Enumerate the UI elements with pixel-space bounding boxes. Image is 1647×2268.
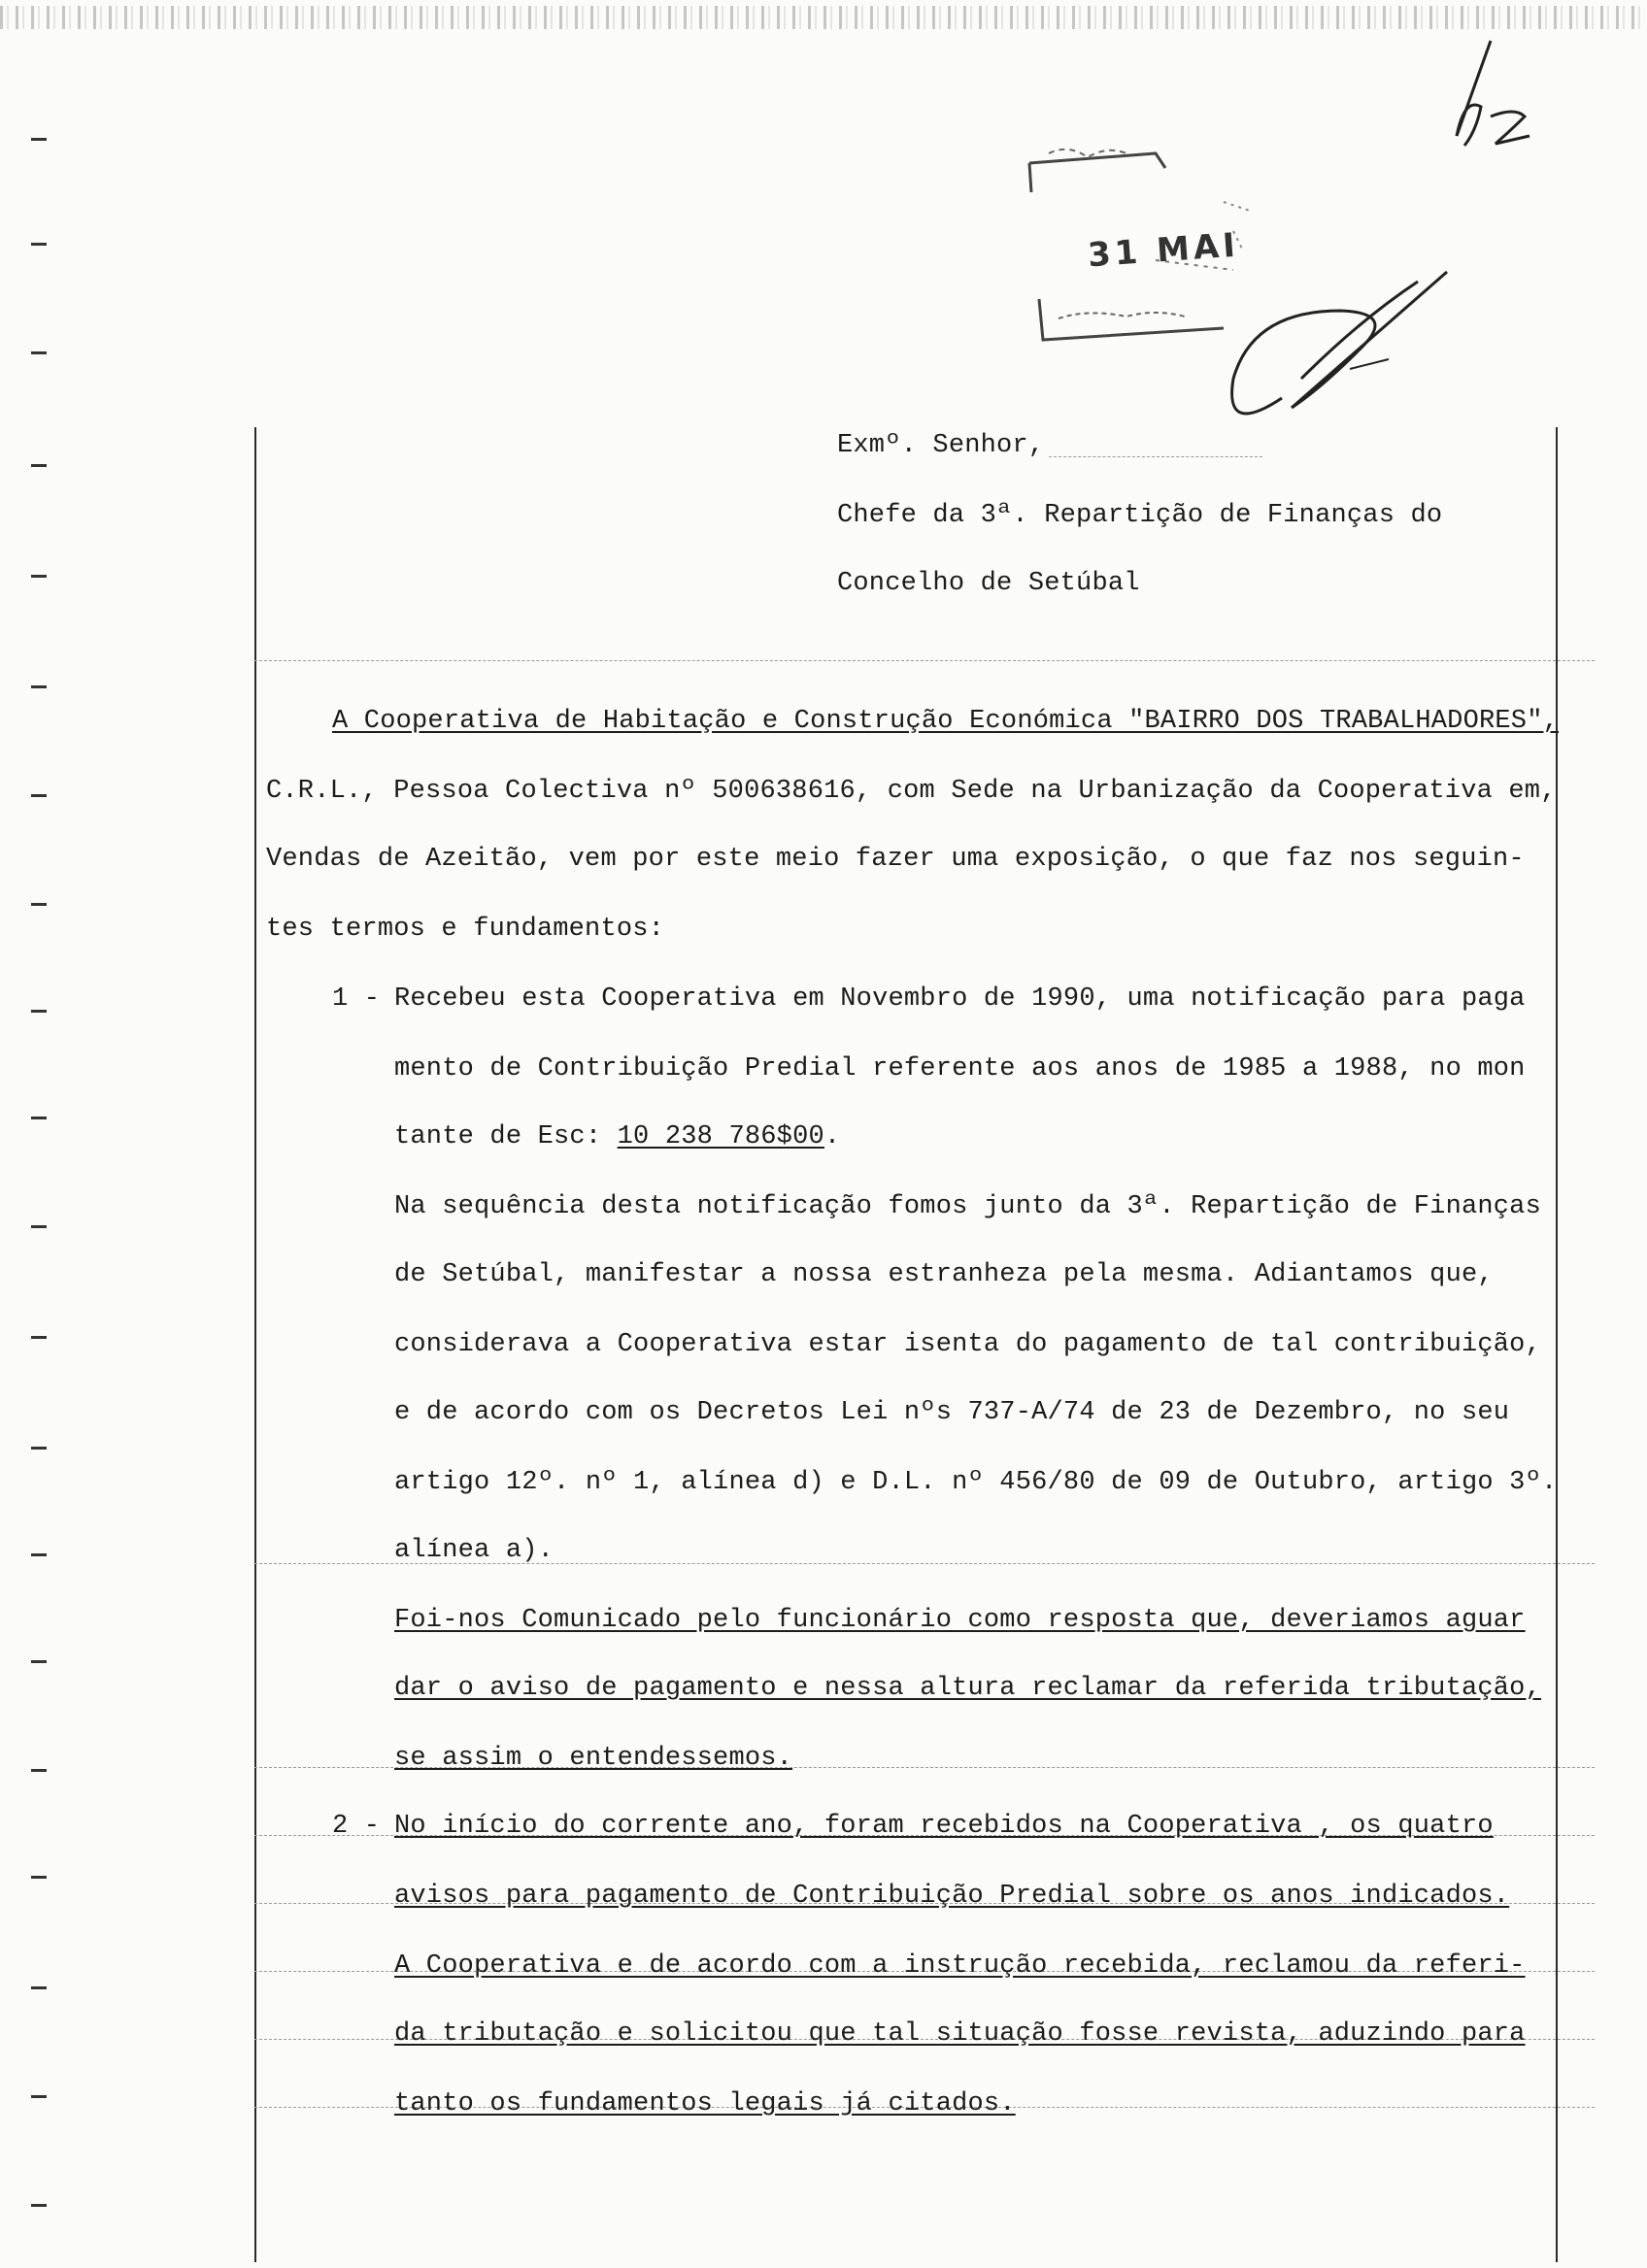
item-1-p3-line-2: dar o aviso de pagamento e nessa altura reclamar da referida tributação, bbox=[394, 1674, 1541, 1703]
item-1-p2-line-4: e de acordo com os Decretos Lei nºs 737-A/74 de 23 de Dezembro, no seu bbox=[394, 1398, 1510, 1427]
margin-mark bbox=[31, 1010, 47, 1013]
margin-mark bbox=[31, 351, 47, 354]
amount-value: 10 238 786$00 bbox=[617, 1122, 824, 1151]
item-1-line-2: mento de Contribuição Predial referente aos anos de 1985 a 1988, no mon bbox=[394, 1054, 1526, 1084]
signature-icon bbox=[1194, 252, 1457, 447]
margin-mark bbox=[31, 2095, 47, 2098]
margin-mark bbox=[31, 794, 47, 797]
margin-mark bbox=[31, 464, 47, 467]
item-1-p2-line-5: artigo 12º. nº 1, alínea d) e D.L. nº 456/80 de 09 de Outubro, artigo 3º. bbox=[394, 1468, 1558, 1497]
margin-mark bbox=[31, 1876, 47, 1879]
item-2-line-2: avisos para pagamento de Contribuição Predial sobre os anos indicados. bbox=[394, 1882, 1510, 1911]
item-2-p2-line-3: tanto os fundamentos legais já citados. bbox=[394, 2089, 1016, 2118]
margin-mark bbox=[31, 1336, 47, 1339]
margin-mark bbox=[31, 1660, 47, 1663]
item-1-number: 1 - bbox=[332, 984, 381, 1014]
left-margin-marks bbox=[31, 0, 50, 2268]
item-2-p2-line-1: A Cooperativa e de acordo com a instrução recebida, reclamou da referi- bbox=[394, 1951, 1526, 1981]
intro-line-2: C.R.L., Pessoa Colectiva nº 500638616, com Sede na Urbanização da Cooperativa em, bbox=[266, 777, 1557, 806]
item-1-line-1: Recebeu esta Cooperativa em Novembro de 1990, uma notificação para paga bbox=[394, 984, 1526, 1014]
salutation: Exmº. Senhor, bbox=[837, 431, 1045, 460]
intro-line-4: tes termos e fundamentos: bbox=[266, 915, 665, 944]
addressee-line-2: Concelho de Setúbal bbox=[837, 569, 1140, 598]
margin-mark bbox=[31, 2204, 47, 2207]
item-1-p2-line-6: alínea a). bbox=[394, 1536, 555, 1565]
margin-mark bbox=[31, 1447, 47, 1450]
item-2-line-1: No início do corrente ano, foram recebidos na Cooperativa , os quatro bbox=[394, 1812, 1494, 1841]
stamp-date: 31 MAI bbox=[1086, 225, 1241, 276]
salutation-rule bbox=[1049, 456, 1262, 457]
margin-mark bbox=[31, 1986, 47, 1989]
margin-mark bbox=[31, 1553, 47, 1556]
ruled-line bbox=[254, 660, 1595, 661]
margin-mark bbox=[31, 243, 47, 246]
left-margin-line bbox=[254, 427, 256, 2262]
margin-mark bbox=[31, 1117, 47, 1119]
item-2-p2-line-2: da tributação e solicitou que tal situação fosse revista, aduzindo para bbox=[394, 2019, 1526, 2049]
intro-line-3: Vendas de Azeitão, vem por este meio fazer uma exposição, o que faz nos seguin- bbox=[266, 845, 1525, 874]
margin-mark bbox=[31, 685, 47, 688]
margin-mark bbox=[31, 138, 47, 141]
margin-mark bbox=[31, 903, 47, 906]
handwritten-initials-icon bbox=[1437, 39, 1544, 155]
item-1-p2-line-3: considerava a Cooperativa estar isenta do pagamento de tal contribuição, bbox=[394, 1330, 1541, 1359]
margin-mark bbox=[31, 1225, 47, 1228]
item-2-number: 2 - bbox=[332, 1812, 381, 1841]
item-1-line-3 bbox=[394, 1122, 840, 1151]
scan-noise-strip bbox=[0, 6, 1647, 29]
amount-prefix: tante de Esc: bbox=[394, 1122, 618, 1151]
item-1-p3-line-3: se assim o entendessemos. bbox=[394, 1744, 793, 1773]
amount-suffix: . bbox=[824, 1122, 841, 1151]
right-margin-line bbox=[1556, 427, 1558, 2262]
margin-mark bbox=[31, 1769, 47, 1772]
item-1-p2-line-2: de Setúbal, manifestar a nossa estranheza pela mesma. Adiantamos que, bbox=[394, 1260, 1494, 1289]
intro-line-1: A Cooperativa de Habitação e Construção Económica "BAIRRO DOS TRABALHADORES", bbox=[332, 707, 1560, 736]
item-1-p3-line-1: Foi-nos Comunicado pelo funcionário como resposta que, deveriamos aguar bbox=[394, 1606, 1526, 1635]
item-1-p2-line-1: Na sequência desta notificação fomos junto da 3ª. Repartição de Finanças bbox=[394, 1192, 1541, 1221]
addressee-line-1: Chefe da 3ª. Repartição de Finanças do bbox=[837, 501, 1443, 530]
margin-mark bbox=[31, 575, 47, 578]
